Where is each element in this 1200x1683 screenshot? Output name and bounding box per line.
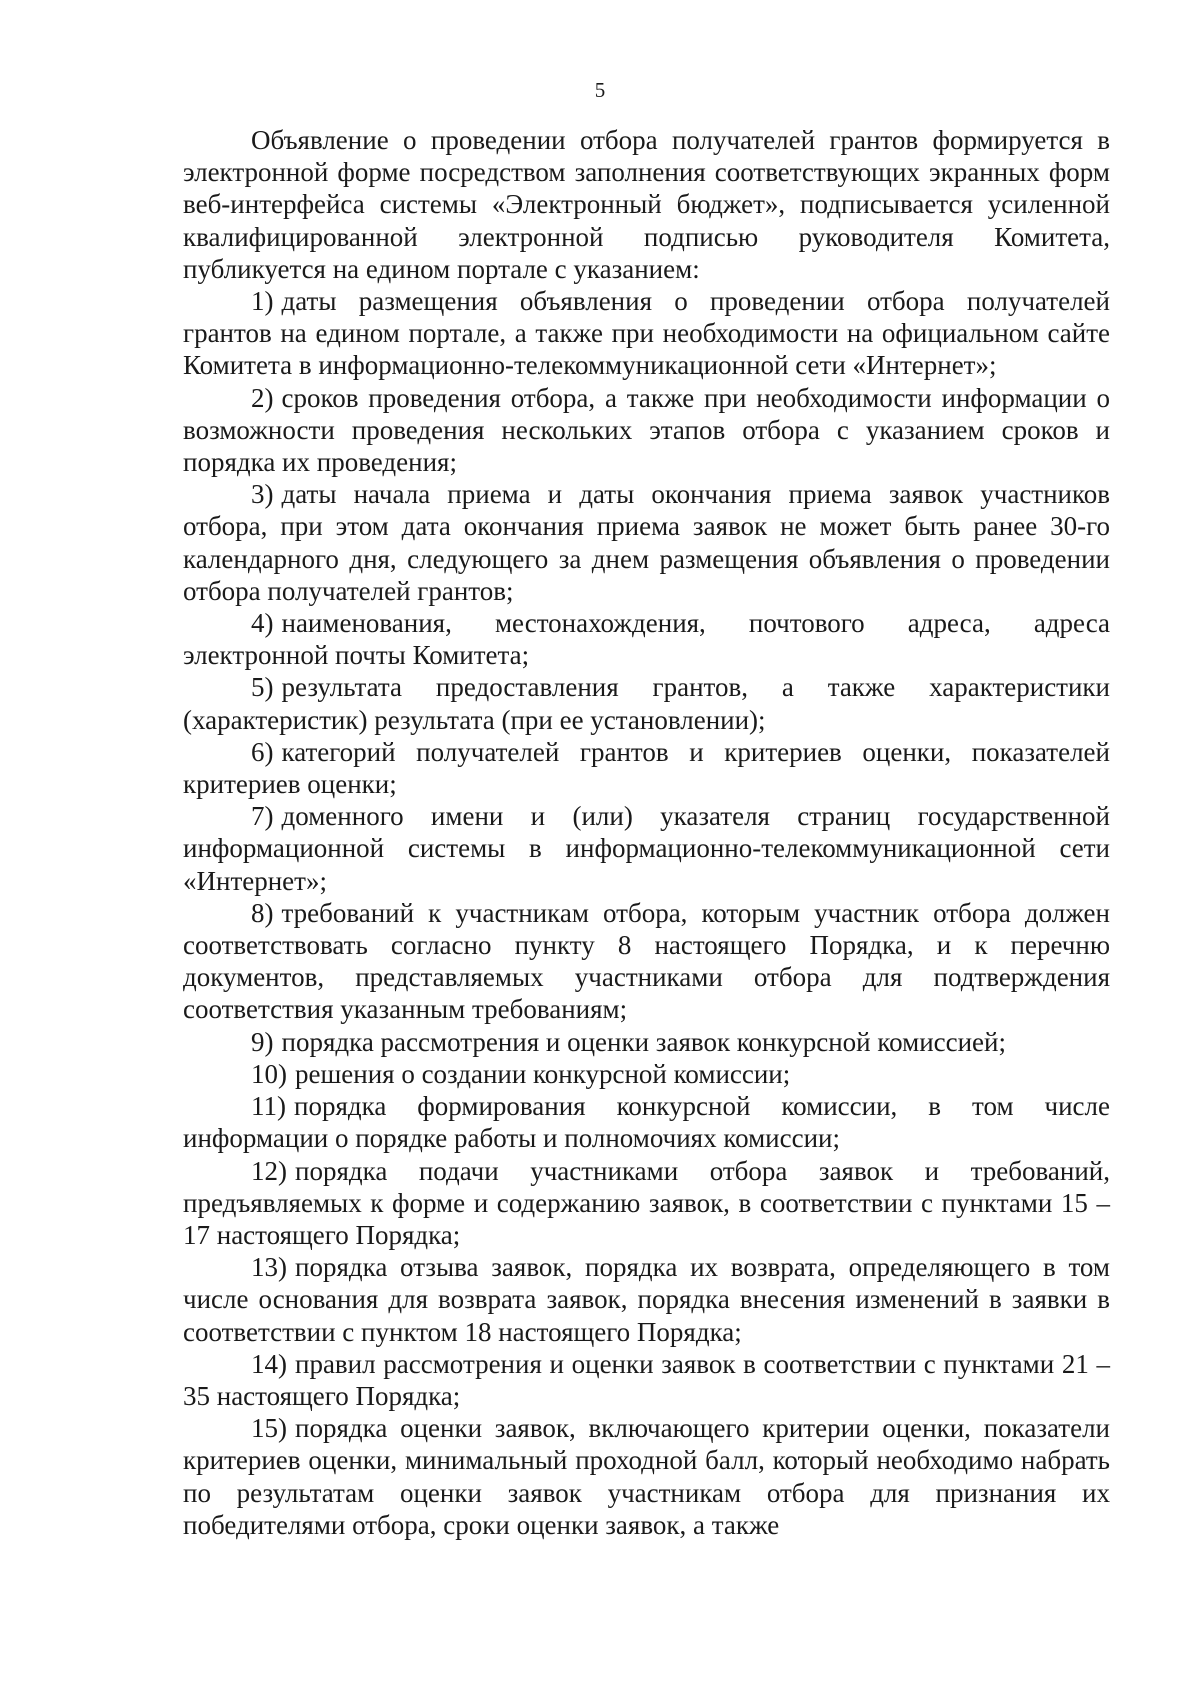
list-item-number: 11) [251, 1091, 286, 1122]
list-item [183, 1348, 1110, 1412]
list-item-text: доменного имени и (или) указателя страниц государственной информационной системы в информационно-телекоммуникационной сети «Интернет»; [183, 801, 1110, 896]
list-item-number: 3) [251, 479, 274, 510]
list-item [183, 800, 1110, 897]
list-item [183, 671, 1110, 735]
list-item-text: решения о создании конкурсной комиссии; [295, 1058, 791, 1089]
list-item-text: порядка отзыва заявок, порядка их возврата, определяющего в том числе основания для возврата заявок, порядка внесения изменений в заявки в соответствии с пунктом 18 настоящего Порядка; [183, 1252, 1110, 1347]
list-item-number: 15) [251, 1413, 287, 1444]
list-item-number: 14) [251, 1348, 287, 1379]
list-item-text: даты размещения объявления о проведении отбора получателей грантов на едином портале, а также при необходимости на официальном сайте Комитета в информационно-телекоммуникационной сети «Интернет»; [183, 286, 1110, 381]
list-item-number: 10) [251, 1058, 287, 1089]
list-item [183, 1155, 1110, 1252]
list-item-number: 8) [251, 897, 274, 928]
list-item [183, 1251, 1110, 1348]
list-item-text: категорий получателей грантов и критериев оценки, показателей критериев оценки; [183, 736, 1110, 800]
list-item-text: наименования, местонахождения, почтового адреса, адреса электронной почты Комитета; [183, 608, 1110, 671]
list-item [183, 478, 1110, 607]
list-item [183, 897, 1110, 1026]
list-item-number: 4) [251, 608, 274, 639]
list-item [183, 1058, 1110, 1090]
intro-paragraph: Объявление о проведении отбора получателей грантов формируется в электронной форме посредством заполнения соответствующих экранных форм веб-интерфейса системы «Электронный бюджет», подписывается усиленной квалифицированной электронной подписью руководителя Комитета, публикуется на едином портале с указанием: [183, 125, 1110, 284]
list-item-text: порядка формирования конкурсной комиссии, в том числе информации о порядке работы и полномочиях комиссии; [183, 1091, 1110, 1154]
list-item-number: 6) [251, 736, 274, 767]
list-item [183, 607, 1110, 671]
document-body [183, 124, 1110, 1541]
list-item-text: результата предоставления грантов, а также характеристики (характеристик) результата (при ее установлении); [183, 672, 1110, 735]
list-item-number: 12) [251, 1155, 287, 1186]
list-item-text: требований к участникам отбора, которым участник отбора должен соответствовать согласно пункту 8 настоящего Порядка, и к перечню документов, представляемых участниками отбора для подтверждения соответствия указанным требованиям; [183, 897, 1110, 1025]
list-item-number: 13) [251, 1252, 287, 1283]
list-item [183, 1412, 1110, 1541]
list-item [183, 1090, 1110, 1154]
list-item-number: 2) [251, 382, 274, 413]
list-item-text: порядка оценки заявок, включающего критерии оценки, показатели критериев оценки, минимальный проходной балл, который необходимо набрать по результатам оценки заявок участникам отбора для признания их победителями отбора, сроки оценки заявок, а также [183, 1413, 1110, 1540]
list-item-text: сроков проведения отбора, а также при необходимости информации о возможности проведения нескольких этапов отбора с указанием сроков и порядка их проведения; [183, 382, 1110, 478]
list-item [183, 382, 1110, 479]
list-item-text: правил рассмотрения и оценки заявок в соответствии с пунктами 21 – 35 настоящего Порядка; [183, 1348, 1110, 1411]
list-item-number: 9) [251, 1026, 274, 1057]
list-item-number: 5) [251, 672, 274, 703]
list-item-text: даты начала приема и даты окончания приема заявок участников отбора, при этом дата окончания приема заявок не может быть ранее 30-го календарного дня, следующего за днем размещения объявления о проведении отбора получателей грантов; [183, 479, 1110, 606]
page-number: 5 [594, 78, 606, 102]
list-item [183, 1026, 1110, 1058]
list-item [183, 285, 1110, 382]
list-item-number: 1) [251, 286, 274, 317]
list-item-text: порядка рассмотрения и оценки заявок конкурсной комиссией; [281, 1026, 1006, 1057]
list-item [183, 736, 1110, 800]
list-item-text: порядка подачи участниками отбора заявок и требований, предъявляемых к форме и содержанию заявок, в соответствии с пунктами 15 – 17 настоящего Порядка; [183, 1155, 1110, 1250]
list-item-number: 7) [251, 801, 274, 832]
